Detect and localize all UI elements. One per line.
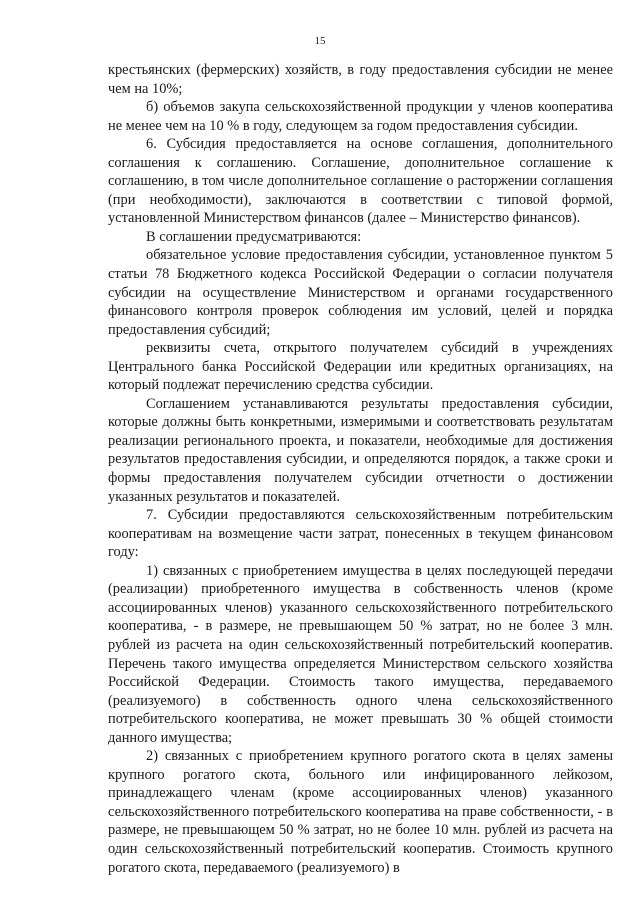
- paragraph-subitem-1: 1) связанных с приобретением имущества в целях последующей передачи (реализации) приобретенного имущества в собственность членов (кроме ассоциированных членов) указанного сельскохозяйственного потребительского кооператива, - в размере, не превышающем 50 % затрат, но не более 3 млн. рублей из расчета на один сельскохозяйственный потребительский кооператив. Перечень такого имущества определяется Министерством сельского хозяйства Российской Федерации. Стоимость такого имущества, передаваемого (реализуемого) в собственность одного члена сельскохозяйственного потребительского кооператива, не может превышать 30 % общей стоимости данного имущества;: [108, 562, 613, 746]
- paragraph-point-6: 6. Субсидия предоставляется на основе соглашения, дополнительного соглашения к соглашению. Соглашение, дополнительное соглашение к соглашению, в том числе дополнительное соглашение о расторжении соглашения (при необходимости), заключаются в соответствии с типовой формой, установленной Министерством финансов (далее – Министерство финансов).: [108, 136, 613, 227]
- page-number: 15: [314, 35, 326, 47]
- paragraph-results: Соглашением устанавливаются результаты предоставления субсидии, которые должны быть конкретными, измеримыми и соответствовать результатам реализации регионального проекта, и показатели, необходимые для достижения результатов предоставления субсидии, и определяются порядок, а также сроки и формы предоставления получателем субсидии отчетности о достижении указанных результатов и показателей.: [108, 395, 613, 505]
- paragraph-point-7: 7. Субсидии предоставляются сельскохозяйственным потребительским кооперативам на возмещение части затрат, понесенных в текущем финансовом году:: [108, 507, 613, 561]
- paragraph-agreement-intro: В соглашении предусматриваются:: [146, 228, 362, 245]
- paragraph-mandatory-condition: обязательное условие предоставления субсидии, установленное пунктом 5 статьи 78 Бюджетного кодекса Российской Федерации о согласии получателя субсидии на осуществление Министерством и органами государственного финансового контроля проверок соблюдения им условий, целей и порядка предоставления субсидий;: [108, 247, 613, 338]
- paragraph-subitem-2: 2) связанных с приобретением крупного рогатого скота в целях замены крупного рогатого скота, больного или инфицированного лейкозом, принадлежащего членам (кроме ассоциированных членов) указанного сельскохозяйственного потребительского кооператива на праве собственности, - в размере, не превышающем 50 % затрат, но не более 10 млн. рублей из расчета на один сельскохозяйственный потребительский кооператив. Стоимость крупного рогатого скота, передаваемого (реализуемого) в: [108, 748, 613, 876]
- paragraph-continuation: крестьянских (фермерских) хозяйств, в году предоставления субсидии не менее чем на 10%;: [108, 62, 613, 97]
- paragraph-item-b: б) объемов закупа сельскохозяйственной продукции у членов кооператива не менее чем на 10 % в году, следующем за годом предоставления субсидии.: [108, 99, 613, 134]
- document-body: [108, 61, 613, 877]
- paragraph-account-details: реквизиты счета, открытого получателем субсидий в учреждениях Центрального банка Российской Федерации или кредитных организациях, на который подлежат перечислению средства субсидии.: [108, 340, 613, 394]
